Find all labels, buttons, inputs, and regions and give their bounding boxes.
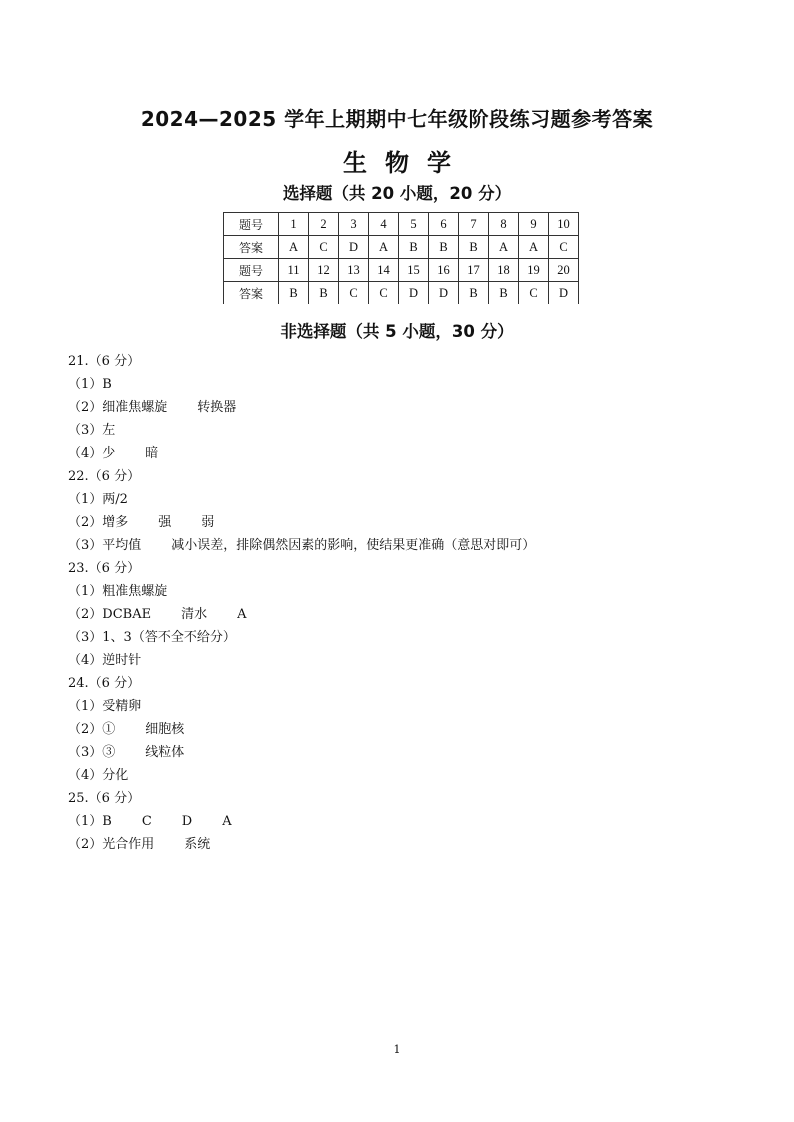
answer-line [68,741,748,764]
answer-text: （4）逆时针 [68,653,142,668]
answer-text: （3）左 [68,423,116,438]
answer-text: （1）粗准焦螺旋 [68,584,168,599]
answer-text: （3）③ [68,745,116,760]
answer-text: （1）B [68,814,112,829]
answer-text: （3）平均值 [68,538,142,553]
answer-line [68,764,748,787]
table-row-answers [224,282,579,305]
nonchoice-section-title: 非选择题（共 5 小题，30 分） [280,322,514,341]
answer-text: 线粒体 [145,745,185,760]
table-row-answers [224,236,579,259]
answer-text: 清水 [181,607,208,622]
row-label-number: 题号 [224,259,279,282]
answer-line [68,695,748,718]
answer-text: （1）受精卵 [68,699,142,714]
table-row-numbers [224,259,579,282]
question-number-cell: 13 [339,259,369,282]
answer-cell: A [279,236,309,259]
nonchoice-answers [68,350,748,856]
answer-cell: B [399,236,429,259]
choice-section-title: 选择题（共 20 小题，20 分） [282,184,512,203]
answer-text: C [141,814,152,829]
row-label-answer: 答案 [224,282,279,305]
answer-cell: D [549,282,579,305]
question-number-cell: 5 [399,213,429,236]
answer-text: 强 [158,515,172,530]
answer-text: A [222,814,232,829]
answer-text: （2）细准焦螺旋 [68,400,168,415]
answer-cell: B [459,282,489,305]
answer-line [68,718,748,741]
question-number-cell: 12 [309,259,339,282]
answer-line [68,534,748,557]
answer-line [68,649,748,672]
answer-table [223,212,579,304]
answer-text: （2）DCBAE [68,607,152,622]
answer-text: （4）少 [68,446,116,461]
answer-cell: C [519,282,549,305]
answer-line [68,810,748,833]
question-number-cell: 16 [429,259,459,282]
table-row-numbers [224,213,579,236]
question-number-cell: 9 [519,213,549,236]
answer-text: （4）分化 [68,768,129,783]
answer-cell: D [429,282,459,305]
answer-line [68,419,748,442]
answer-text: （2）增多 [68,515,129,530]
question-number-cell: 6 [429,213,459,236]
answer-cell: A [519,236,549,259]
answer-text: A [237,607,247,622]
question-number-cell: 17 [459,259,489,282]
answer-text: 弱 [201,515,215,530]
answer-text: D [181,814,193,829]
row-label-number: 题号 [224,213,279,236]
answer-cell: B [429,236,459,259]
answer-line [68,580,748,603]
row-label-answer: 答案 [224,236,279,259]
question-number-cell: 7 [459,213,489,236]
answer-line [68,488,748,511]
question-number-cell: 14 [369,259,399,282]
answer-cell: B [489,282,519,305]
question-number-cell: 2 [309,213,339,236]
answer-text: 细胞核 [145,722,185,737]
answer-cell: C [549,236,579,259]
question-number-cell: 8 [489,213,519,236]
question-number-cell: 3 [339,213,369,236]
page-title: 2024—2025 学年上期期中七年级阶段练习题参考答案 [140,107,654,131]
question-heading: 25.（6 分） [68,791,141,806]
question-number-cell: 10 [549,213,579,236]
answer-cell: B [459,236,489,259]
answer-text: （3）1、3（答不全不给分） [68,630,236,645]
question-number-cell: 18 [489,259,519,282]
question-heading: 21.（6 分） [68,354,141,369]
subject-title: 生物学 [343,149,469,177]
question-heading: 23.（6 分） [68,561,141,576]
page-number: 1 [393,1043,401,1056]
question-number-cell: 19 [519,259,549,282]
answer-cell: C [309,236,339,259]
question-heading: 22.（6 分） [68,469,141,484]
answer-line [68,511,748,534]
answer-cell: A [489,236,519,259]
answer-line [68,833,748,856]
answer-text: （2）光合作用 [68,837,155,852]
answer-cell: C [369,282,399,305]
answer-cell: C [339,282,369,305]
answer-text: （1）B [68,377,112,392]
question-number-cell: 4 [369,213,399,236]
question-heading: 24.（6 分） [68,676,141,691]
answer-line [68,603,748,626]
answer-text: 转换器 [197,400,237,415]
question-number-cell: 15 [399,259,429,282]
answer-cell: B [309,282,339,305]
answer-line [68,442,748,465]
answer-text: 暗 [145,446,159,461]
answer-cell: D [399,282,429,305]
answer-line [68,396,748,419]
answer-text: 系统 [184,837,211,852]
answer-text: （2）① [68,722,116,737]
answer-text: （1）两/2 [68,492,128,507]
question-number-cell: 20 [549,259,579,282]
question-number-cell: 11 [279,259,309,282]
question-number-cell: 1 [279,213,309,236]
answer-cell: B [279,282,309,305]
answer-line [68,373,748,396]
answer-cell: A [369,236,399,259]
answer-line [68,626,748,649]
answer-text: 减小误差，排除偶然因素的影响，使结果更准确（意思对即可） [171,538,536,553]
answer-cell: D [339,236,369,259]
